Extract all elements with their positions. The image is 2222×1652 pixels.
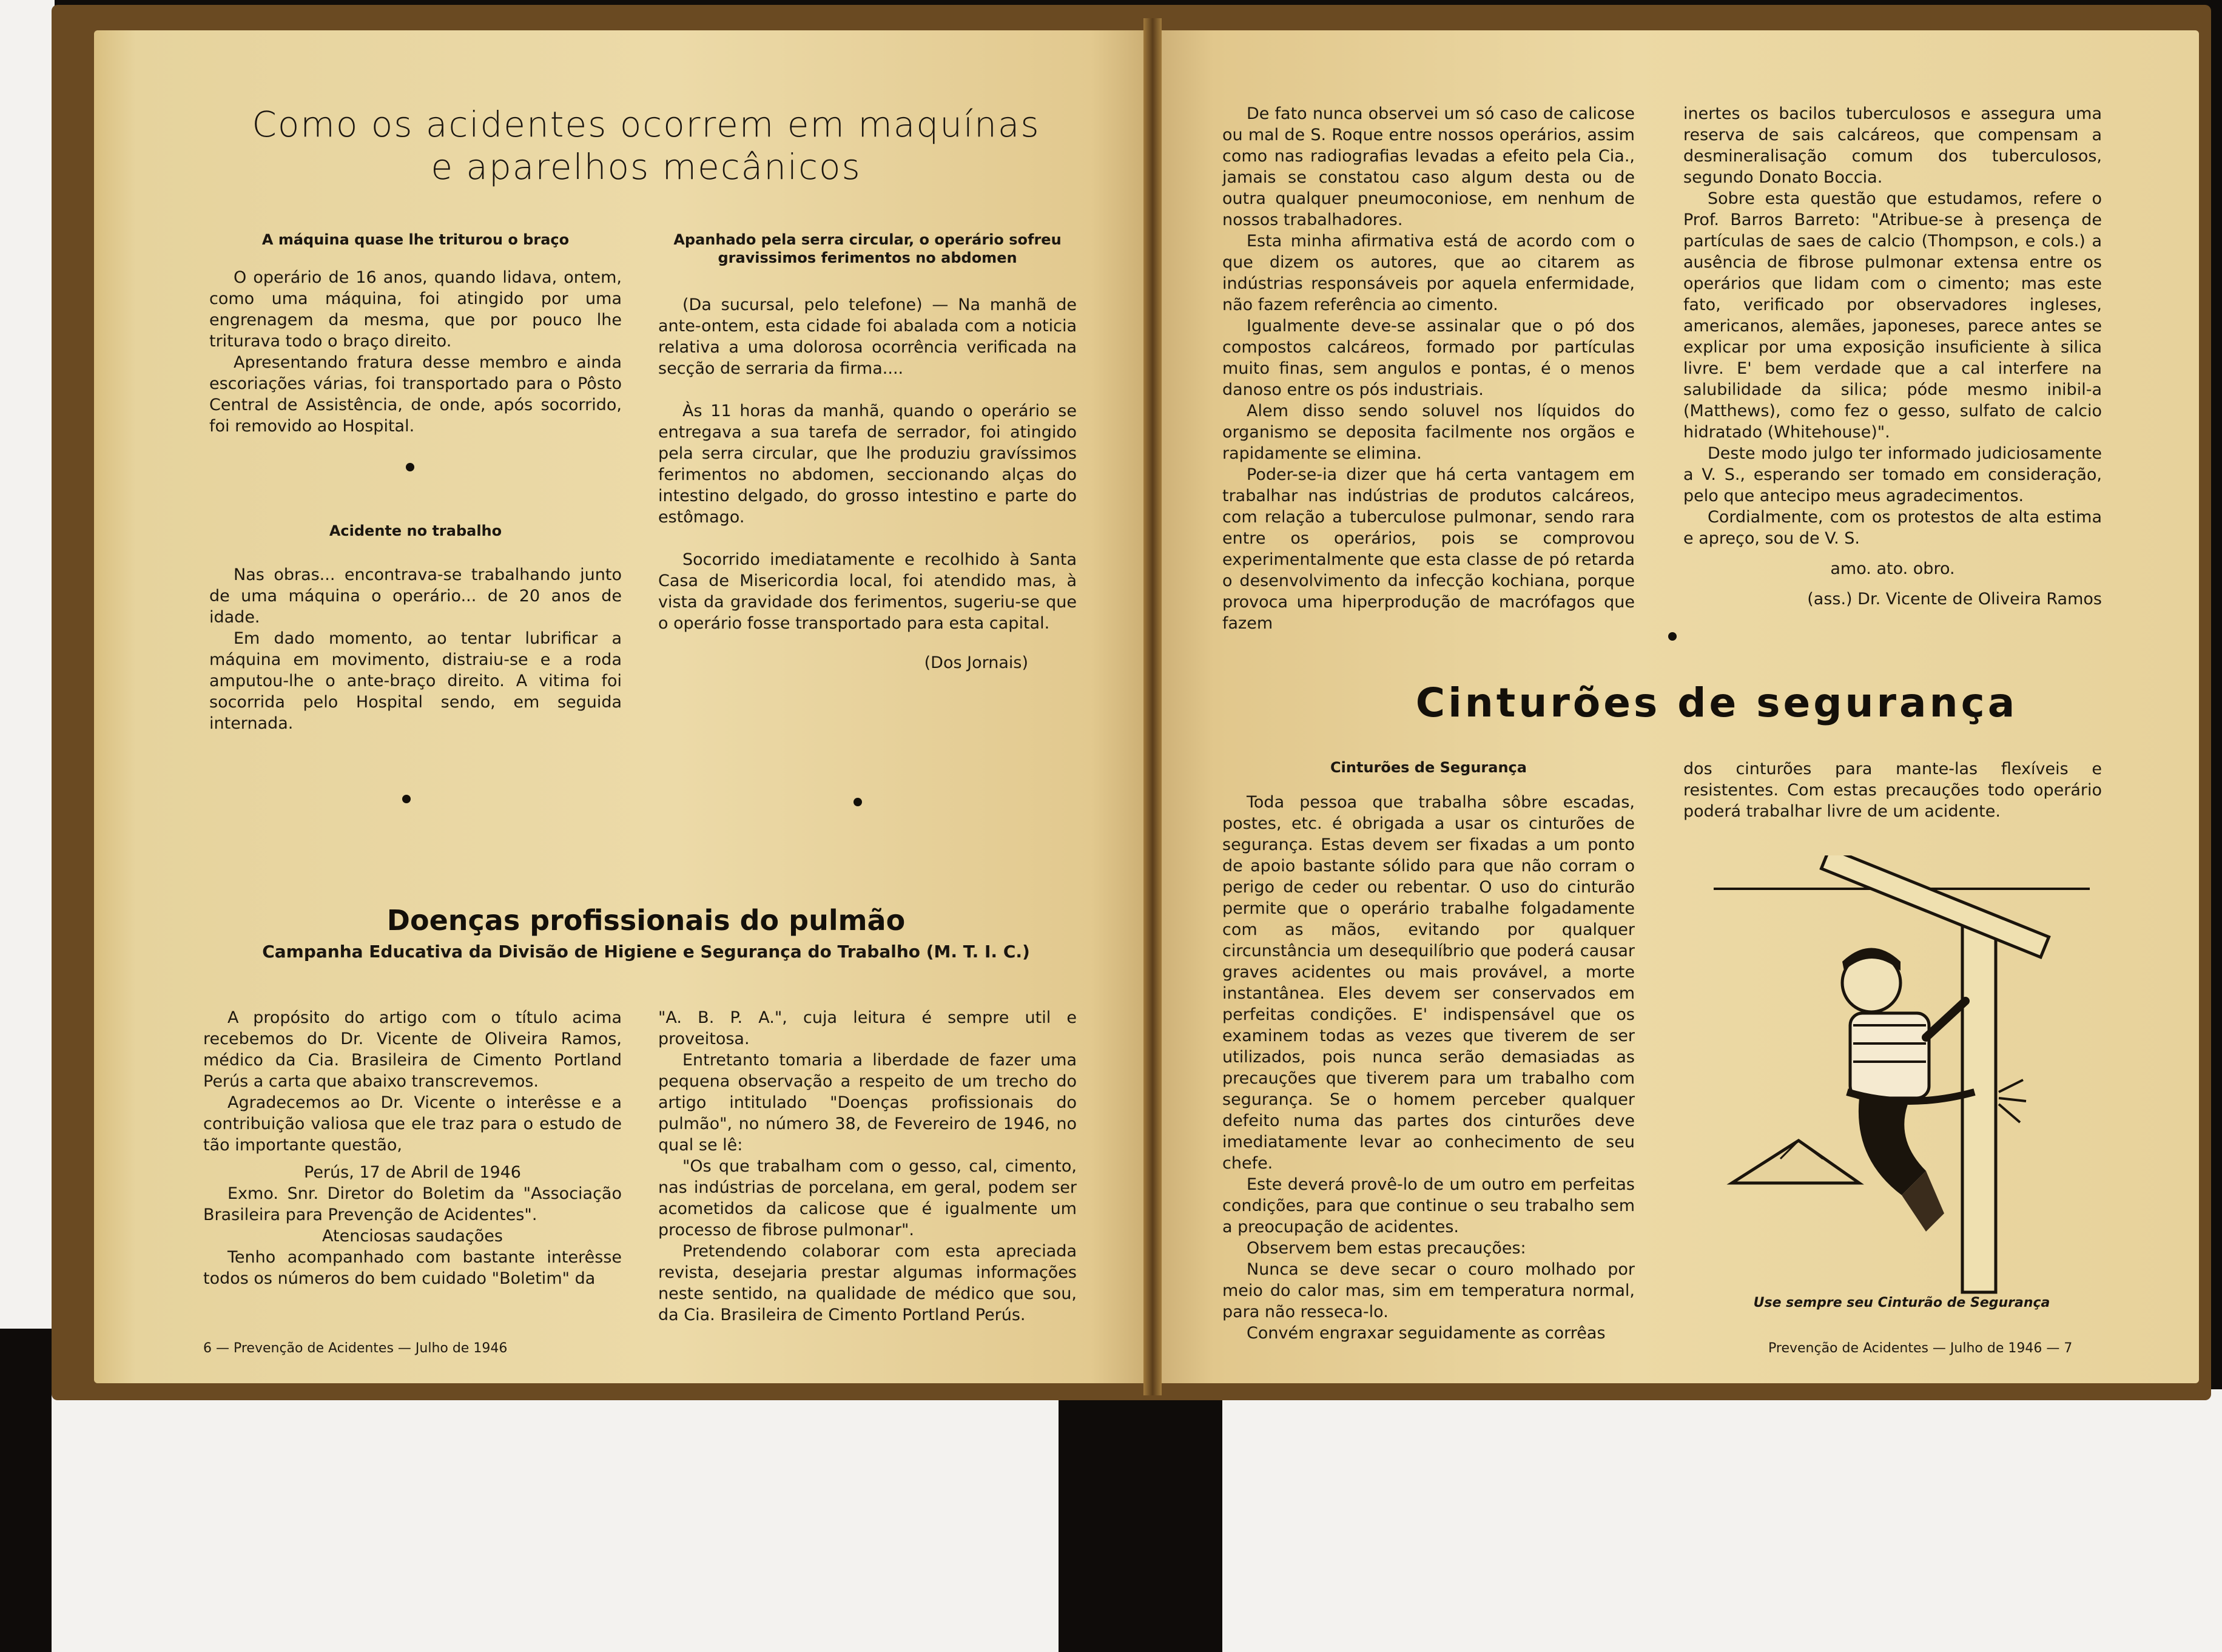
letter-paragraph: inertes os bacilos tuberculosos e assegura uma reserva de sais calcáreos, que compensam a desmineralisação comum dos tuberculosos, segundo Donato Boccia.	[1683, 104, 2107, 187]
scan-background-lower-right	[1222, 1389, 2222, 1652]
article-paragraph: Apresentando fratura desse membro e ainda escoriações várias, foi transportado para o Pôsto Central de Assistência, de onde, após socorrido, foi removido ao Hospital.	[209, 353, 627, 436]
letter-paragraph: Cordialmente, com os protestos de alta estima e apreço, sou de V. S.	[1683, 508, 2107, 548]
letter-paragraph: De fato nunca observei um só caso de calicose ou mal de S. Roque entre nossos operários, assim como nas radiografias levadas a efeito pela Cia., jamais se constatou caso algum desta ou de outra qualquer pneumoconiose, em nenhum de nossos trabalhadores.	[1222, 104, 1640, 229]
letter-paragraph: A propósito do artigo com o título acima recebemos do Dr. Vicente de Oliveira Ramos, médico da Cia. Brasileira de Cimento Portland Perús a carta que abaixo transcrevemos.	[203, 1008, 627, 1091]
main-title: Como os acidentes ocorrem em maquínas e aparelhos mecânicos	[252, 104, 1040, 187]
section-subtitle: Campanha Educativa da Divisão de Higiene e Segurança do Trabalho (M. T. I. C.)	[262, 942, 1030, 962]
letter-address: Exmo. Snr. Diretor do Boletim da "Associação Brasileira para Prevenção de Acidentes".	[203, 1184, 627, 1224]
page-footer-right: Prevenção de Acidentes — Julho de 1946 — 7	[1768, 1341, 2073, 1356]
article-heading: Apanhado pela serra circular, o operário sofreu gravissimos ferimentos no abdomen	[673, 231, 1062, 266]
bullet-separator	[853, 798, 862, 806]
left-page	[94, 30, 1143, 1383]
belts-paragraph: Nunca se deve secar o couro molhado por meio do calor mas, sim em temperatura normal, para não resseca-lo.	[1222, 1260, 1640, 1321]
belts-paragraph: Toda pessoa que trabalha sôbre escadas, postes, etc. é obrigada a usar os cinturões de segurança. Estas devem ser fixadas a um ponto de apoio bastante sólido para que não corram o perigo de ceder ou rebentar. O uso do cinturão permite que o operário trabalhe folgadamente com as mãos, evitando por qualquer circunstância um desequilíbrio que poderá causar graves acidentes ou mais provável, a morte instantânea. Eles devem ser conservados em perfeitas condições. E' indispensável que os examinem todas as vezes que tiverem de ser utilizados, pois nunca serão demasiadas as precauções que tiverem para um trabalho com segurança. Se o homem perceber qualquer defeito numa das partes dos cinturões deve imediatamente levar ao conhecimento de seu chefe.	[1222, 793, 1640, 1173]
letter-paragraph: Entretanto tomaria a liberdade de fazer uma pequena observação a respeito de um trecho do artigo intitulado "Doenças profissionais do pulmão", no número 38, de Fevereiro de 1946, no qual se lê:	[658, 1051, 1082, 1155]
lineman-illustration	[1708, 855, 2096, 1298]
letter-greeting: Atenciosas saudações	[322, 1227, 503, 1246]
article-source: (Dos Jornais)	[924, 653, 1028, 672]
bullet-separator	[402, 795, 411, 803]
belts-subheading: Cinturões de Segurança	[1330, 759, 1527, 776]
article-heading: Acidente no trabalho	[329, 522, 502, 539]
bullet-separator	[1668, 632, 1677, 641]
letter-paragraph: Agradecemos ao Dr. Vicente o interêsse e a contribuição valiosa que ele traz para o estudo de tão importante questão,	[203, 1093, 627, 1155]
letter-date: Perús, 17 de Abril de 1946	[304, 1163, 521, 1182]
letter-signature: (ass.) Dr. Vicente de Oliveira Ramos	[1807, 590, 2102, 609]
letter-column-1	[203, 1007, 627, 1289]
bullet-separator	[406, 463, 414, 471]
lineman-arm	[1926, 1001, 1965, 1037]
article-paragraph: (Da sucursal, pelo telefone) — Na manhã de ante-ontem, esta cidade foi abalada com a noticia relativa a uma dolorosa ocorrência verificada na secção de serraria da firma....	[658, 295, 1082, 378]
letter-quote: "Os que trabalham com o gesso, cal, cimento, nas indústrias de porcelana, em geral, podem ser acometidos da calicose que é igualmente um processo de fibrose pulmonar".	[658, 1157, 1082, 1239]
letter-paragraph: Esta minha afirmativa está de acordo com o que dizem os autores, que ao citarem as indústrias responsáveis por aquela enfermidade, não fazem referência ao cimento.	[1222, 232, 1640, 314]
letter-paragraph: Tenho acompanhado com bastante interêsse todos os números do bem cuidado "Boletim" da	[203, 1248, 627, 1288]
letter-paragraph: Poder-se-ia dizer que há certa vantagem em trabalhar nas indústrias de produtos calcáreos, com relação a tuberculose pulmonar, sendo rara entre os operários, pois se comprovou experimentalmente que esta classe de pó retarda o desenvolvimento da infecção kochiana, porque provoca uma hiperprodução de macrófagos que fazem	[1222, 465, 1640, 633]
spark-lines	[1999, 1080, 2026, 1122]
letter-paragraph: "A. B. P. A.", cuja leitura é sempre util e proveitosa.	[658, 1008, 1082, 1048]
letter-paragraph: Alem disso sendo soluvel nos líquidos do organismo se deposita facilmente nos orgãos e rapidamente se elimina.	[1222, 402, 1640, 463]
letter-continuation-col2	[1683, 103, 2107, 610]
belts-title-block	[1368, 679, 2065, 726]
house-roof	[1732, 1141, 1859, 1183]
book-gutter	[1143, 18, 1162, 1395]
lung-diseases-header	[215, 904, 1077, 961]
section-title-belts: Cinturões de segurança	[1415, 679, 2018, 726]
article-machine-arm	[209, 231, 627, 437]
article-paragraph: Socorrido imediatamente e recolhido à Santa Casa de Misericordia local, foi atendido mas, à vista da gravidade dos ferimentos, sugeriu-se que o operário fosse transportado para esta capital.	[658, 550, 1082, 633]
letter-continuation-col1	[1222, 103, 1640, 634]
article-paragraph: Em dado momento, ao tentar lubrificar a máquina em movimento, distraiu-se e a roda amputou-lhe o ante-braço direito. A vitima foi socorrida pelo Hospital sendo, em seguida internada.	[209, 629, 627, 733]
article-paragraph: Às 11 horas da manhã, quando o operário se entregava a sua tarefa de serrador, foi atingido pela serra circular, que lhe produziu gravíssimos ferimentos no abdomen, seccionando alças do intestino delgado, do grosso intestino e parte do estômago.	[658, 402, 1082, 527]
page-footer-left: 6 — Prevenção de Acidentes — Julho de 1946	[203, 1341, 508, 1356]
section-title: Doenças profissionais do pulmão	[386, 904, 906, 937]
letter-signoff: amo. ato. obro.	[1830, 559, 1955, 578]
lineman-legs	[1859, 1098, 1926, 1195]
article-heading: A máquina quase lhe triturou o braço	[261, 231, 570, 248]
article-paragraph: O operário de 16 anos, quando lidava, ontem, como uma máquina, foi atingido por uma engrenagem da mesma, que por pouco lhe triturava todo o braço direito.	[209, 268, 627, 351]
belts-paragraph: Observem bem estas precauções:	[1247, 1239, 1526, 1258]
article-circular-saw	[658, 231, 1082, 673]
article-paragraph: Nas obras... encontrava-se trabalhando junto de uma máquina o operário... de 20 anos de idade.	[209, 565, 627, 627]
letter-paragraph: Pretendendo colaborar com esta apreciada revista, desejaria prestar algumas informações neste sentido, na qualidade de médico que sou, da Cia. Brasileira de Cimento Portland Perús.	[658, 1242, 1082, 1324]
letter-paragraph: Igualmente deve-se assinalar que o pó dos compostos calcáreos, formado por partículas muito finas, sem angulos e pontas, é o menos danoso entre os pós industriais.	[1222, 317, 1640, 399]
scan-background-left	[0, 0, 55, 1329]
illustration-caption: Use sempre seu Cinturão de Segurança	[1753, 1295, 2050, 1310]
right-page	[1162, 30, 2199, 1383]
main-title-block	[252, 103, 1040, 188]
belts-paragraph: dos cinturões para mante-las flexíveis e resistentes. Com estas precauções todo operário poderá trabalhar livre de um acidente.	[1683, 760, 2107, 821]
pole-crossarm	[1821, 855, 2049, 957]
article-work-accident	[209, 522, 627, 734]
belts-column-1	[1222, 758, 1640, 1344]
belts-column-2	[1683, 758, 2107, 822]
letter-paragraph: Sobre esta questão que estudamos, refere o Prof. Barros Barreto: "Atribue-se à presença de partículas de saes de calcio (Thompson, e cols.) a ausência de fibrose pulmonar extensa entre os operários que lidam com o cimento; mas este fato, verificado por observadores ingleses, americanos, alemães, japoneses, parece antes se explicar por uma exposição insuficiente à silica livre. E' bem verdade que a cal interfere na salubilidade da silica; póde mesmo inibil-a (Matthews), como fez o gesso, sulfato de calcio hidratado (Whitehouse)".	[1683, 189, 2107, 442]
letter-paragraph: Deste modo julgo ter informado judiciosamente a V. S., esperando ser tomado em consideração, pelo que antecipo meus agradecimentos.	[1683, 444, 2107, 505]
belts-paragraph: Convém engraxar seguidamente as corrêas	[1247, 1324, 1606, 1343]
utility-pole	[1962, 916, 1996, 1292]
letter-column-2	[658, 1007, 1082, 1326]
belts-paragraph: Este deverá provê-lo de um outro em perfeitas condições, para que continue o seu trabalho sem a preocupação de acidentes.	[1222, 1175, 1640, 1236]
